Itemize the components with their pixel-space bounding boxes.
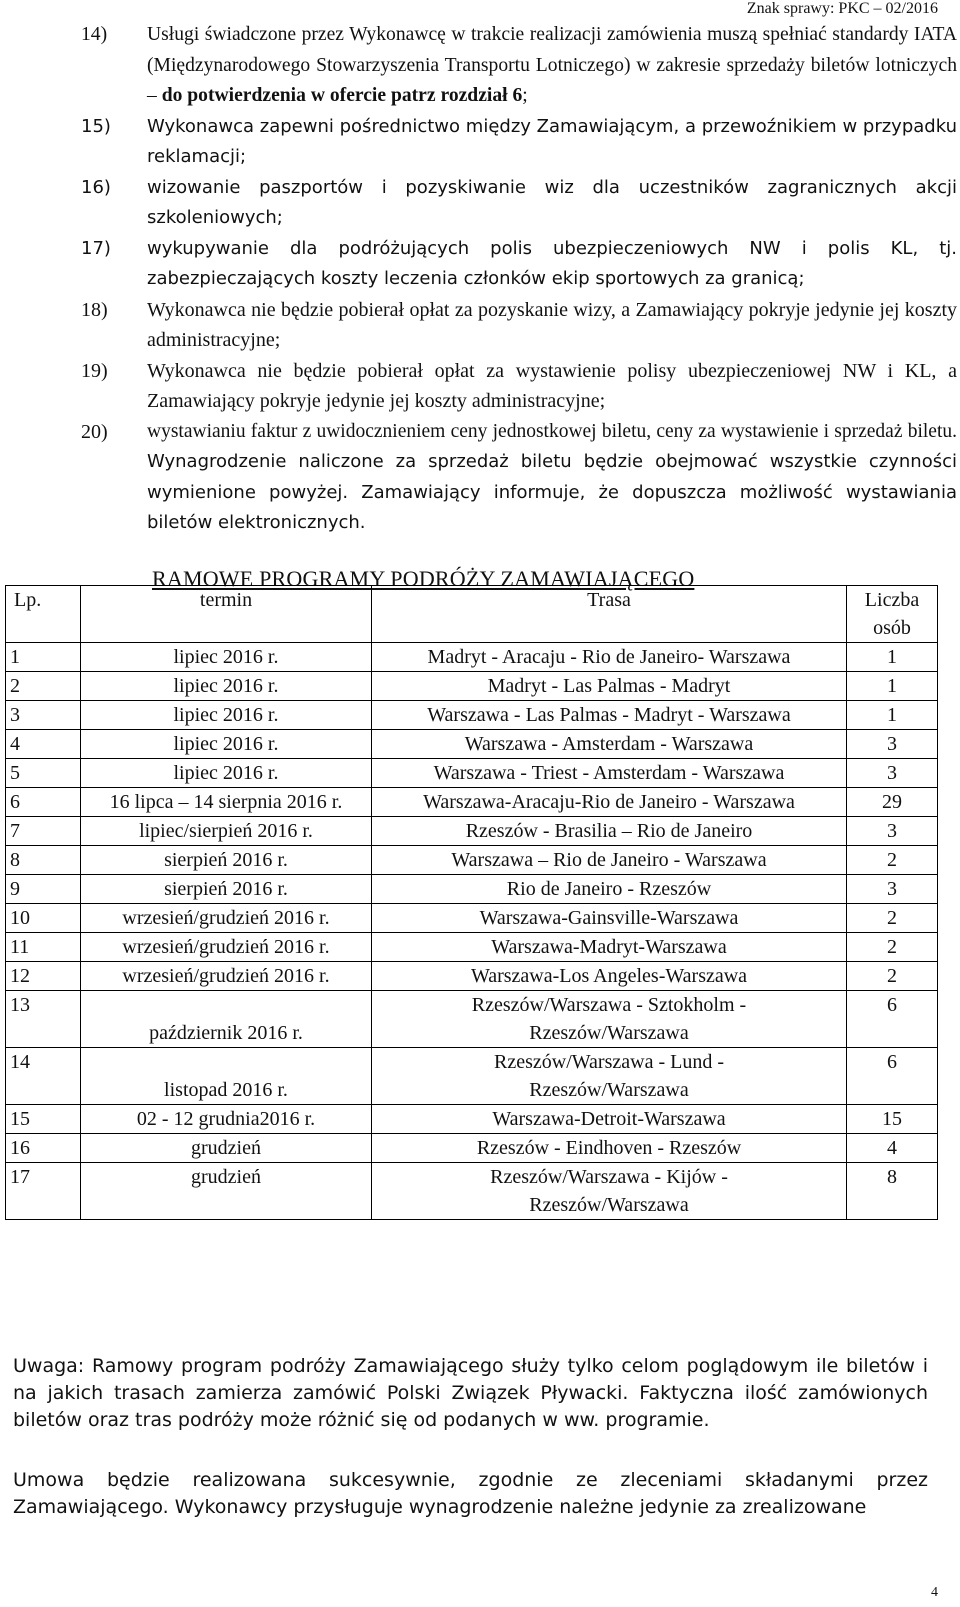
list-item	[81, 173, 957, 234]
row-lp: 6	[6, 788, 81, 817]
row-trasa: Warszawa - Las Palmas - Madryt - Warszawa	[372, 701, 847, 730]
row-lp: 11	[6, 933, 81, 962]
row-lp: 10	[6, 904, 81, 933]
list-item	[81, 417, 957, 539]
row-lp: 12	[6, 962, 81, 991]
row-liczba: 2	[847, 933, 938, 962]
header-lp: Lp.	[6, 586, 81, 643]
row-lp: 1	[6, 643, 81, 672]
row-lp: 4	[6, 730, 81, 759]
header-liczba: Liczba osób	[847, 586, 938, 643]
row-liczba: 29	[847, 788, 938, 817]
row-termin: sierpień 2016 r.	[81, 846, 372, 875]
item-number: 19)	[81, 359, 108, 382]
row-termin: lipiec 2016 r.	[81, 730, 372, 759]
item-number: 15)	[81, 115, 111, 137]
table-row	[6, 759, 938, 788]
header-trasa: Trasa	[372, 586, 847, 643]
table-row	[6, 817, 938, 846]
table-row	[6, 875, 938, 904]
row-liczba: 2	[847, 846, 938, 875]
row-trasa: Rzeszów/Warszawa - Lund - Rzeszów/Warszawa	[372, 1048, 847, 1105]
row-liczba: 6	[847, 991, 938, 1048]
row-trasa: Warszawa-Gainsville-Warszawa	[372, 904, 847, 933]
item-text: wykupywanie dla podróżujących polis ubezpieczeniowych NW i polis KL, tj. zabezpieczających koszty leczenia członków ekip sportowych za granicą;	[147, 237, 957, 289]
header-termin: termin	[81, 586, 372, 643]
case-reference: Znak sprawy: PKC – 02/2016	[746, 0, 938, 17]
row-liczba: 2	[847, 904, 938, 933]
note-uwaga: Uwaga: Ramowy program podróży Zamawiającego służy tylko celom poglądowym ile biletów i na jakich trasach zamierza zamówić Polski Związek Pływacki. Faktyczna ilość zamówionych biletów oraz tras podróży może różnić się od podanych w ww. programie.	[13, 1355, 928, 1431]
row-termin: lipiec 2016 r.	[81, 759, 372, 788]
table-row	[6, 846, 938, 875]
row-termin: grudzień	[81, 1134, 372, 1163]
item-text	[147, 20, 957, 112]
item-number: 16)	[81, 176, 111, 198]
row-liczba: 1	[847, 701, 938, 730]
row-liczba: 3	[847, 817, 938, 846]
row-trasa: Warszawa-Detroit-Warszawa	[372, 1105, 847, 1134]
row-trasa: Rio de Janeiro - Rzeszów	[372, 875, 847, 904]
row-lp: 13	[6, 991, 81, 1048]
row-trasa: Warszawa - Amsterdam - Warszawa	[372, 730, 847, 759]
table-row	[6, 1134, 938, 1163]
row-lp: 14	[6, 1048, 81, 1105]
row-termin: lipiec 2016 r.	[81, 643, 372, 672]
row-termin: sierpień 2016 r.	[81, 875, 372, 904]
item-number: 14)	[81, 24, 108, 45]
item-text: Wykonawca nie będzie pobierał opłat za pozyskanie wizy, a Zamawiający pokryje jedynie jej koszty administracyjne;	[147, 298, 957, 351]
program-title: RAMOWE PROGRAMY PODRÓŻY ZAMAWIAJĄCEGO	[152, 566, 695, 591]
row-liczba: 2	[847, 962, 938, 991]
item-text-lead: wystawianiu faktur z uwidocznieniem ceny jednostkowej biletu, ceny za wystawienie i sprzedaż biletu.	[147, 420, 957, 442]
item-number: 18)	[81, 298, 108, 321]
row-termin: 16 lipca – 14 sierpnia 2016 r.	[81, 788, 372, 817]
table-row	[6, 1048, 938, 1105]
table-row	[6, 701, 938, 730]
table-row	[6, 904, 938, 933]
row-termin: grudzień	[81, 1163, 372, 1220]
row-termin: lipiec/sierpień 2016 r.	[81, 817, 372, 846]
table-row	[6, 962, 938, 991]
row-liczba: 6	[847, 1048, 938, 1105]
row-termin: wrzesień/grudzień 2016 r.	[81, 904, 372, 933]
row-lp: 2	[6, 672, 81, 701]
list-item	[81, 112, 957, 173]
table-row	[6, 991, 938, 1048]
item-text-tail: ;	[522, 85, 528, 106]
travel-program-table	[5, 585, 938, 1220]
row-trasa: Warszawa-Los Angeles-Warszawa	[372, 962, 847, 991]
table-row	[6, 933, 938, 962]
row-trasa: Rzeszów/Warszawa - Kijów - Rzeszów/Warszawa	[372, 1163, 847, 1220]
row-lp: 7	[6, 817, 81, 846]
table-row	[6, 672, 938, 701]
row-trasa: Warszawa – Rio de Janeiro - Warszawa	[372, 846, 847, 875]
row-trasa: Warszawa-Aracaju-Rio de Janeiro - Warszawa	[372, 788, 847, 817]
list-item	[81, 356, 957, 417]
row-liczba: 3	[847, 875, 938, 904]
row-lp: 5	[6, 759, 81, 788]
item-text: wizowanie paszportów i pozyskiwanie wiz dla uczestników zagranicznych akcji szkoleniowych;	[147, 176, 957, 228]
row-lp: 15	[6, 1105, 81, 1134]
item-number: 17)	[81, 237, 111, 259]
requirements-list	[81, 20, 957, 539]
list-item	[81, 234, 957, 295]
table-header-row	[6, 586, 938, 643]
row-liczba: 1	[847, 672, 938, 701]
row-trasa: Rzeszów - Eindhoven - Rzeszów	[372, 1134, 847, 1163]
row-trasa: Madryt - Aracaju - Rio de Janeiro- Warszawa	[372, 643, 847, 672]
list-item	[81, 20, 957, 112]
item-text: Wykonawca zapewni pośrednictwo między Zamawiającym, a przewoźnikiem w przypadku reklamacji;	[147, 115, 957, 167]
row-liczba: 3	[847, 730, 938, 759]
row-lp: 3	[6, 701, 81, 730]
row-lp: 9	[6, 875, 81, 904]
row-liczba: 1	[847, 643, 938, 672]
row-liczba: 3	[847, 759, 938, 788]
row-liczba: 8	[847, 1163, 938, 1220]
table-row	[6, 730, 938, 759]
row-trasa: Warszawa-Madryt-Warszawa	[372, 933, 847, 962]
page-number: 4	[931, 1585, 938, 1600]
item-text	[147, 417, 957, 539]
row-trasa: Rzeszów/Warszawa - Sztokholm - Rzeszów/Warszawa	[372, 991, 847, 1048]
list-item	[81, 295, 957, 356]
row-liczba: 15	[847, 1105, 938, 1134]
row-termin: lipiec 2016 r.	[81, 701, 372, 730]
item-text-lead: Usługi świadczone przez Wykonawcę w trakcie realizacji zamówienia muszą spełniać standardy IATA (Międzynarodowego Stowarzyszenia Transportu Lotniczego) w zakresie sprzedaży biletów lotniczych –	[147, 24, 957, 106]
row-trasa: Madryt - Las Palmas - Madryt	[372, 672, 847, 701]
row-lp: 16	[6, 1134, 81, 1163]
table-row	[6, 643, 938, 672]
table-row	[6, 1105, 938, 1134]
item-text: Wykonawca nie będzie pobierał opłat za wystawienie polisy ubezpieczeniowej NW i KL, a Zamawiający pokryje jedynie jej koszty administracyjne;	[147, 359, 957, 412]
note-umowa: Umowa będzie realizowana sukcesywnie, zgodnie ze zleceniami składanymi przez Zamawiającego. Wykonawcy przysługuje wynagrodzenie należne jedynie za zrealizowane	[13, 1469, 928, 1518]
row-lp: 17	[6, 1163, 81, 1220]
row-trasa: Warszawa - Triest - Amsterdam - Warszawa	[372, 759, 847, 788]
table-row	[6, 788, 938, 817]
row-termin: wrzesień/grudzień 2016 r.	[81, 962, 372, 991]
row-termin: wrzesień/grudzień 2016 r.	[81, 933, 372, 962]
row-termin: październik 2016 r.	[81, 991, 372, 1048]
item-text-rest: Wynagrodzenie naliczone za sprzedaż biletu będzie obejmować wszystkie czynności wymienione powyżej. Zamawiający informuje, że dopuszcza możliwość wystawiania biletów elektronicznych.	[147, 451, 957, 533]
table-row	[6, 1163, 938, 1220]
item-text-bold: do potwierdzenia w ofercie patrz rozdział 6	[156, 85, 523, 106]
row-trasa: Rzeszów - Brasilia – Rio de Janeiro	[372, 817, 847, 846]
row-liczba: 4	[847, 1134, 938, 1163]
row-termin: listopad 2016 r.	[81, 1048, 372, 1105]
item-number: 20)	[81, 420, 108, 443]
row-termin: 02 - 12 grudnia2016 r.	[81, 1105, 372, 1134]
row-lp: 8	[6, 846, 81, 875]
table-body	[6, 643, 938, 1220]
row-termin: lipiec 2016 r.	[81, 672, 372, 701]
